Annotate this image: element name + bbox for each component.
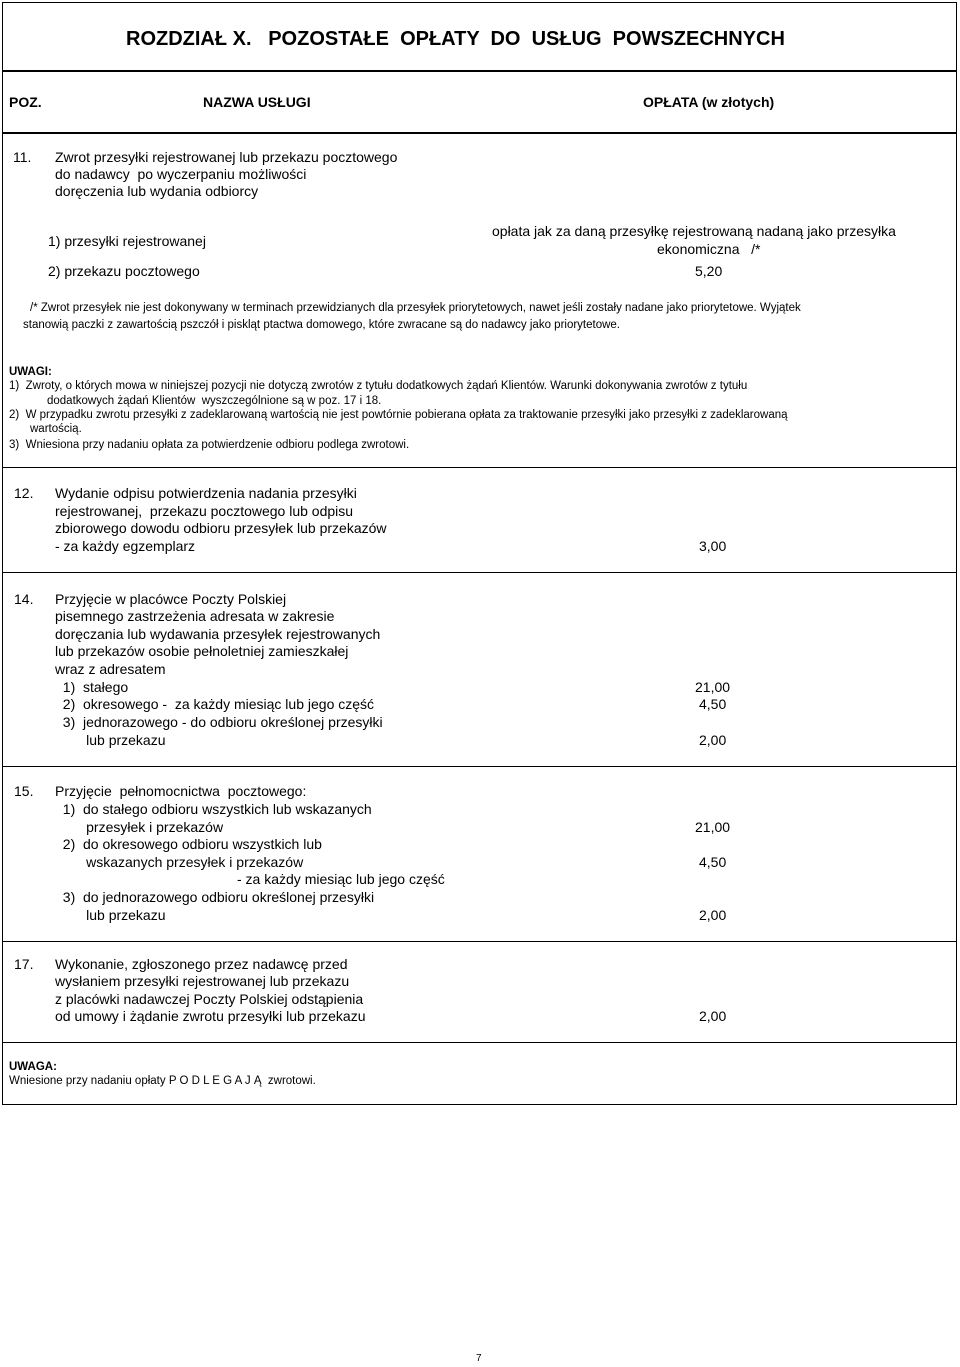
item-fee: 2,00: [699, 907, 727, 923]
item-number: 12.: [14, 485, 34, 501]
sub-item-1: 1) przesyłki rejestrowanej: [48, 233, 206, 249]
item-desc-line: lub przekazu: [55, 907, 166, 923]
row-divider: [3, 941, 956, 942]
uwaga-title: UWAGA:: [9, 1061, 57, 1073]
uwagi-line: 3) Wniesiona przy nadaniu opłata za potwierdzenie odbioru podlega zwrotowi.: [9, 439, 410, 451]
item-desc-line: 1) stałego: [55, 679, 129, 695]
footnote-line: /* Zwrot przesyłek nie jest dokonywany w terminach przewidzianych dla przesyłek priorytetowych, nawet jeśli zostały nadane jako priorytetowe. Wyjątek: [30, 302, 801, 314]
item-desc-line: Przyjęcie w placówce Poczty Polskiej: [55, 591, 287, 607]
item-desc-line: 3) jednorazowego - do odbioru określonej przesyłki: [55, 714, 383, 730]
item-desc-line: zbiorowego dowodu odbioru przesyłek lub przekazów: [55, 520, 387, 536]
item-desc-line: 2) okresowego - za każdy miesiąc lub jego część: [55, 696, 375, 712]
item-desc-line: z placówki nadawczej Poczty Polskiej odstąpienia: [55, 991, 364, 1007]
row-divider: [3, 467, 956, 468]
item-desc-line: Wykonanie, zgłoszonego przez nadawcę przed: [55, 956, 348, 972]
item-fee: 4,50: [699, 696, 727, 712]
uwagi-line: 2) W przypadku zwrotu przesyłki z zadeklarowaną wartością nie jest powtórnie pobierana opłata za traktowanie przesyłki jako przesyłki z zadeklarowaną: [9, 409, 788, 421]
uwagi-line: 1) Zwroty, o których mowa w niniejszej pozycji nie dotyczą zwrotów z tytułu dodatkowych żądań Klientów. Warunki dokonywania zwrotów z tytułu: [9, 380, 748, 392]
item-number: 15.: [14, 783, 34, 799]
item-desc-line: wskazanych przesyłek i przekazów: [55, 854, 304, 870]
item-desc-line: lub przekazu: [55, 732, 166, 748]
item-desc-line: 1) do stałego odbioru wszystkich lub wskazanych: [55, 801, 372, 817]
chapter-title: ROZDZIAŁ X. POZOSTAŁE OPŁATY DO USŁUG POWSZECHNYCH: [126, 28, 785, 50]
footnote-line: stanowią paczki z zawartością pszczół i piskląt ptactwa domowego, które zwracane są do nadawcy jako priorytetowe.: [23, 319, 621, 331]
item-desc-line: doręczania lub wydawania przesyłek rejestrowanych: [55, 626, 381, 642]
item-desc-line: Wydanie odpisu potwierdzenia nadania przesyłki: [55, 485, 357, 501]
sub-item-2: 2) przekazu pocztowego: [48, 263, 200, 279]
item-desc-line: 3) do jednorazowego odbioru określonej przesyłki: [55, 889, 375, 905]
item-desc-line: - za każdy miesiąc lub jego część: [237, 871, 445, 887]
chapter-title-box: [2, 2, 957, 71]
uwagi-line: wartością.: [30, 423, 82, 435]
item-desc-line: 2) do okresowego odbioru wszystkich lub: [55, 836, 322, 852]
item-desc-line: pisemnego zastrzeżenia adresata w zakresie: [55, 608, 335, 624]
item-desc-line: wraz z adresatem: [55, 661, 166, 677]
item-fee: 2,00: [699, 1008, 727, 1024]
item-desc-line: rejestrowanej, przekazu pocztowego lub odpisu: [55, 503, 354, 519]
item-fee: 21,00: [695, 679, 731, 695]
item-desc-line: wysłaniem przesyłki rejestrowanej lub przekazu: [55, 973, 350, 989]
item-number: 14.: [14, 591, 34, 607]
row-divider: [3, 572, 956, 573]
item-desc-line: od umowy i żądanie zwrotu przesyłki lub przekazu: [55, 1008, 366, 1024]
uwagi-title: UWAGI:: [9, 366, 52, 378]
sub-item-1-fee-line2: ekonomiczna /*: [657, 241, 761, 257]
item-number: 11.: [13, 149, 32, 165]
item-desc-line: lub przekazów osobie pełnoletniej zamieszkałej: [55, 643, 349, 659]
item-fee: 2,00: [699, 732, 727, 748]
item-desc-line: do nadawcy po wyczerpaniu możliwości: [55, 166, 307, 182]
sub-item-1-fee-line1: opłata jak za daną przesyłkę rejestrowaną nadaną jako przesyłka: [492, 223, 896, 239]
col-fee-header: OPŁATA (w złotych): [643, 94, 775, 110]
col-poz-header: POZ.: [9, 94, 42, 110]
column-header-box: [2, 71, 957, 133]
item-desc-line: przesyłek i przekazów: [55, 819, 224, 835]
uwagi-line: dodatkowych żądań Klientów wyszczególnione są w poz. 17 i 18.: [47, 395, 382, 407]
sub-item-2-fee: 5,20: [695, 263, 723, 279]
item-desc-line: Zwrot przesyłki rejestrowanej lub przekazu pocztowego: [55, 149, 398, 165]
item-desc-line: Przyjęcie pełnomocnictwa pocztowego:: [55, 783, 307, 799]
uwaga-text: Wniesione przy nadaniu opłaty P O D L E G A J Ą zwrotowi.: [9, 1075, 316, 1087]
item-fee: 4,50: [699, 854, 727, 870]
row-divider: [3, 766, 956, 767]
item-fee: 21,00: [695, 819, 731, 835]
item-desc-line: doręczenia lub wydania odbiorcy: [55, 183, 259, 199]
page-number: 7: [476, 1353, 482, 1364]
item-number: 17.: [14, 956, 34, 972]
row-divider: [3, 1042, 956, 1043]
content-box: [2, 133, 957, 1105]
item-fee: 3,00: [699, 538, 727, 554]
item-desc-line: - za każdy egzemplarz: [55, 538, 196, 554]
col-name-header: NAZWA USŁUGI: [203, 94, 311, 110]
